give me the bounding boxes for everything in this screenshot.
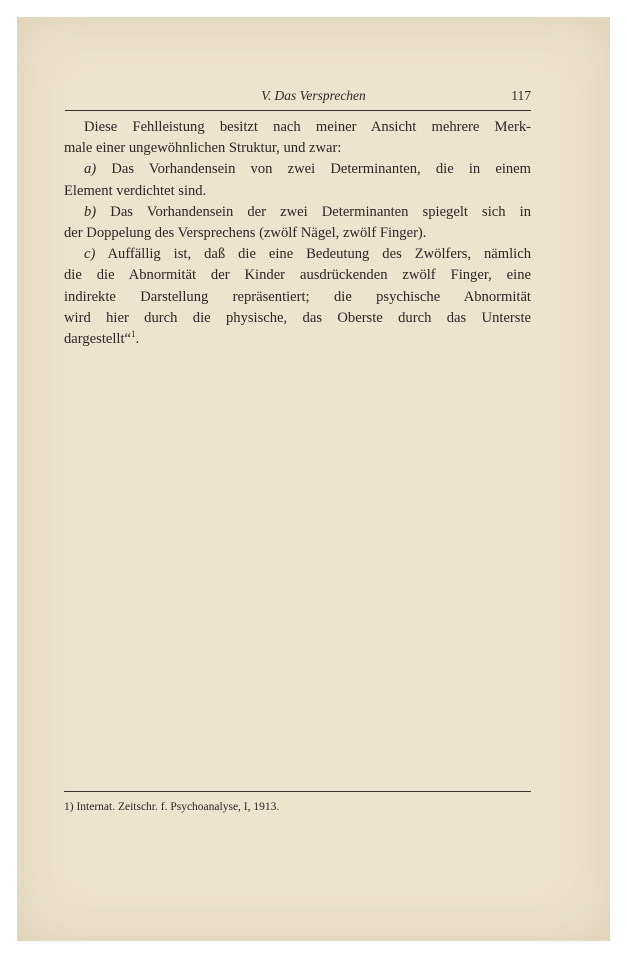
text-line: wird hier durch die physische, das Oberste durch das Unterste (64, 309, 531, 326)
text-line: male einer ungewöhnlichen Struktur, und zwar: (64, 140, 342, 157)
list-marker-c: c) (84, 246, 96, 263)
list-marker-a: a) (84, 161, 97, 178)
running-head-title: V. Das Versprechen (261, 88, 366, 103)
footnote: 1) Internat. Zeitschr. f. Psychoanalyse, I, 1913. (64, 801, 280, 813)
list-item-a (64, 159, 531, 180)
text-line: indirekte Darstellung repräsentiert; die psychische Abnormität (64, 288, 531, 305)
text-line: Element verdichtet sind. (64, 182, 207, 199)
text-line: Auffällig ist, daß die eine Bedeutung des Zwölfers, nämlich (107, 246, 531, 263)
main-text (64, 117, 531, 350)
page-number: 117 (511, 88, 531, 103)
text-line: die die Abnormität der Kinder ausdrückenden zwölf Finger, eine (64, 267, 531, 284)
list-item-b (64, 202, 531, 223)
footnote-divider (64, 791, 531, 792)
text-line: Das Vorhandensein der zwei Determinanten spiegelt sich in (110, 203, 531, 220)
list-item-c (64, 244, 531, 265)
text-fragment: . (135, 331, 140, 348)
text-line: Das Vorhandensein von zwei Determinanten, die in einem (111, 161, 532, 178)
text-fragment: dargestellt“ (64, 331, 131, 348)
text-line: der Doppelung des Versprechens (zwölf Nägel, zwölf Finger). (64, 225, 427, 242)
footnote-ref: 1 (131, 329, 136, 340)
list-marker-b: b) (84, 203, 97, 220)
text-line: Diese Fehlleistung besitzt nach meiner Ansicht mehrere Merk- (84, 119, 531, 135)
header-divider (65, 110, 531, 111)
text-line-last (64, 329, 531, 350)
